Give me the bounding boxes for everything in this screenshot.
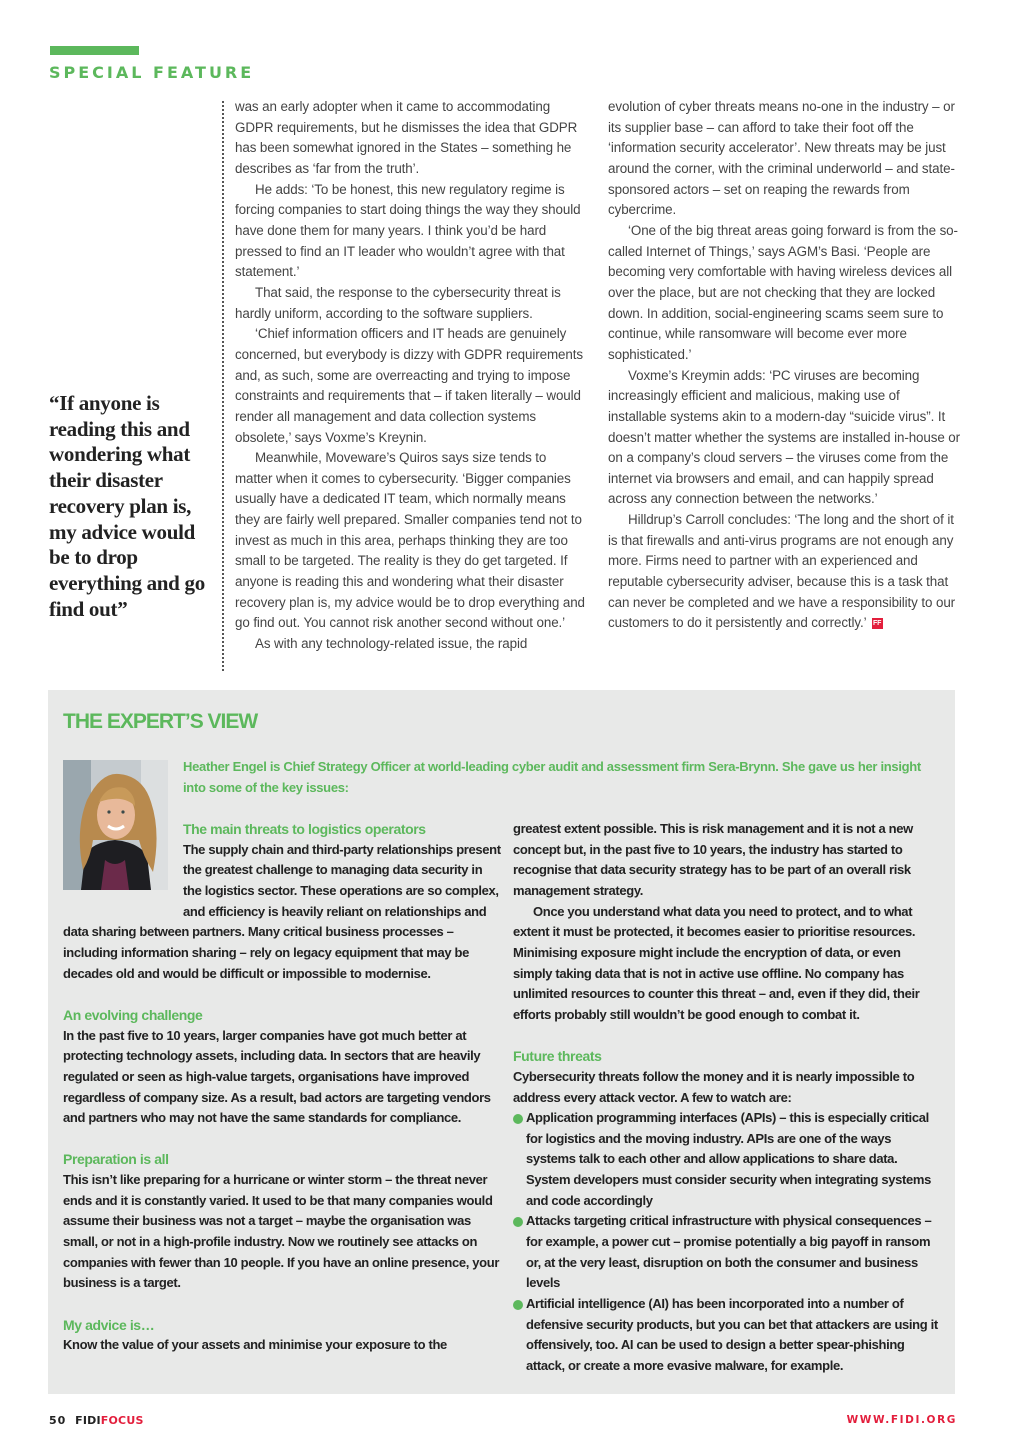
expert-view-box xyxy=(48,690,955,1394)
paragraph: He adds: ‘To be honest, this new regulatory regime is forcing companies to start doing things the way they should have done them for many years. I think you’d be hard pressed to find an IT leader who wouldn’t agree with that statement.’ xyxy=(235,181,581,280)
bullet-dot-icon xyxy=(513,1217,523,1227)
paragraph: ‘Chief information officers and IT heads are genuinely concerned, but everybody is dizzy with GDPR requirements and, as such, some are overreacting and trying to impose constraints and requirements that – if taken literally – would render all management and data collection systems obsolete,’ says Voxme’s Kreynin. xyxy=(235,326,583,445)
section-accent-bar xyxy=(50,46,139,55)
section-heading: An evolving challenge xyxy=(63,1006,203,1023)
paragraph xyxy=(608,510,960,634)
bullet-item xyxy=(513,1294,941,1377)
section-body: This isn’t like preparing for a hurricane or winter storm – the threat never ends and it is constantly varied. It used to be that many companies would assume their business was not a target – maybe the organisation was small, or not in a high-profile industry. Now we routinely see attacks on companies with fewer than 10 people. If you have an online presence, your business is a target. xyxy=(63,1172,500,1291)
bullet-text: Attacks targeting critical infrastructure with physical consequences – for example, a power cut – promise potentially a big payoff in ransom or, at the very least, disruption on both the consumer and business levels xyxy=(526,1213,932,1291)
spacer xyxy=(63,1294,503,1315)
section-heading: Future threats xyxy=(513,1048,602,1065)
paragraph: greatest extent possible. This is risk management and it is not a new concept but, in the past five to 10 years, the industry has started to recognise that data security strategy has to be part of an overall risk management strategy. xyxy=(513,821,913,898)
paragraph-text: Hilldrup’s Carroll concludes: ‘The long and the short of it is that firewalls and anti-virus programs are not enough any more. Firms need to partner with an experienced and reputable cybersecurity adviser, because this is a task that can never be completed and we have a responsibility to our customers to do it persistently and correctly.’ xyxy=(608,512,956,631)
paragraph: Voxme’s Kreymin adds: ‘PC viruses are becoming increasingly efficient and malicious, making use of installable systems akin to a modern-day “suicide virus”. It doesn’t matter whether the systems are installed in-house or on a company’s cloud servers – the viruses come from the internet via browsers and email, and can happily spread across any connection between the networks.’ xyxy=(608,367,961,507)
brand-logo-fidi: FIDI xyxy=(75,1414,101,1427)
section-body: Cybersecurity threats follow the money and it is nearly impossible to address every attack vector. A few to watch are: xyxy=(513,1068,915,1105)
paragraph: As with any technology-related issue, the rapid xyxy=(255,636,528,652)
pull-quote: “If anyone is reading this and wondering what their disaster recovery plan is, my advice would be to drop everything and go find out” xyxy=(49,391,205,621)
article-column-1 xyxy=(235,97,585,655)
footer-website-link[interactable]: WWW.FIDI.ORG xyxy=(846,1414,957,1426)
section-heading: My advice is… xyxy=(63,1316,155,1333)
expert-column-2 xyxy=(513,819,941,1377)
bullet-text: Artificial intelligence (AI) has been incorporated into a number of defensive security products, but you can bet that attackers are using it offensively, too. AI can be used to design a better spear-phishing attack, or create a more evasive malware, for example. xyxy=(526,1296,938,1374)
photo-wrap-spacer xyxy=(63,840,183,902)
bullet-item xyxy=(513,1108,941,1211)
expert-intro xyxy=(183,757,923,798)
expert-column-1 xyxy=(63,819,503,1356)
column-divider xyxy=(222,101,224,671)
paragraph: was an early adopter when it came to accommodating GDPR requirements, but he dismisses the idea that GDPR has been somewhat ignored in the States – something he describes as ‘far from the truth’. xyxy=(235,99,578,176)
section-body: In the past five to 10 years, larger companies have got much better at protecting technology assets, including data. In sectors that are heavily regulated or seen as high-value targets, organisations have improved regardless of company size. As a result, bad actors are targeting vendors and partners who may not have the same standards for compliance. xyxy=(63,1027,491,1126)
article-column-2 xyxy=(608,97,960,634)
paragraph: Once you understand what data you need to protect, and to what extent it must be protected, it becomes easier to prioritise resources. Minimising exposure might include the encryption of data, or even simply taking data that is not in active use offline. No company has unlimited resources to counter this threat – and, even if they did, their efforts probably still wouldn’t be good enough to combat it. xyxy=(513,903,920,1022)
expert-view-title: THE EXPERT’S VIEW xyxy=(63,710,258,733)
expert-name: Heather Engel xyxy=(183,759,267,774)
section-body-text: The supply chain and third-party relationships present the greatest challenge to managing data security in the logistics sector. These operations are so complex, and efficiency is heavily reliant on relationships and data sharing between partners. Many critical business processes – including information sharing – rely on legacy equipment that may be decades old and would be difficult or impossible to modernise. xyxy=(63,841,501,981)
spacer xyxy=(63,1129,503,1150)
ff-end-mark-icon: FF xyxy=(872,620,882,628)
paragraph: Meanwhile, Moveware’s Quiros says size tends to matter when it comes to cybersecurity. ‘Bigger companies usually have a dedicated IT team, which normally means they are fairly well prepared. Smaller companies tend not to invest as much in this area, perhaps thinking they are too small to be targeted. The reality is they do get targeted. If anyone is reading this and wondering what their disaster recovery plan is, my advice would be to drop everything and go find out. You cannot risk another second without one.’ xyxy=(235,450,585,631)
paragraph: evolution of cyber threats means no-one in the industry – or its supplier base – can afford to take their foot off the ‘information security accelerator’. New threats may be just around the corner, with the criminal underworld – and state-sponsored actors – set on reaping the rewards from cybercrime. xyxy=(608,99,955,218)
paragraph: ‘One of the big threat areas going forward is from the so-called Internet of Things,’ says AGM’s Basi. ‘People are becoming very comfortable with having wireless devices all over the place, but are not checking that they are locked down. In addition, social-engineering scams seem sure to continue, while ransomware will become ever more sophisticated.’ xyxy=(608,222,958,362)
section-heading: Preparation is all xyxy=(63,1151,169,1168)
bullet-dot-icon xyxy=(513,1300,523,1310)
footer-page-info xyxy=(49,1414,144,1427)
bullet-dot-icon xyxy=(513,1114,523,1124)
section-body xyxy=(63,840,503,985)
brand-logo-focus: FOCUS xyxy=(100,1414,144,1427)
page-number: 50 xyxy=(49,1414,67,1427)
bullet-item xyxy=(513,1211,941,1294)
section-label: SPECIAL FEATURE xyxy=(49,63,255,82)
spacer xyxy=(513,1026,941,1047)
section-heading: The main threats to logistics operators xyxy=(183,821,426,837)
spacer xyxy=(63,984,503,1005)
section-body: Know the value of your assets and minimise your exposure to the xyxy=(63,1337,447,1353)
bullet-text: Application programming interfaces (APIs) – this is especially critical for logistics and the moving industry. APIs are one of the ways systems talk to each other and allow applications to share data. System developers must consider security when integrating systems and code accordingly xyxy=(526,1110,931,1208)
expert-intro-text: is Chief Strategy Officer at world-leading cyber audit and assessment firm Sera-Brynn. She gave us her insight into some of the key issues: xyxy=(183,759,921,795)
paragraph: That said, the response to the cybersecurity threat is hardly uniform, according to the software suppliers. xyxy=(235,284,561,321)
